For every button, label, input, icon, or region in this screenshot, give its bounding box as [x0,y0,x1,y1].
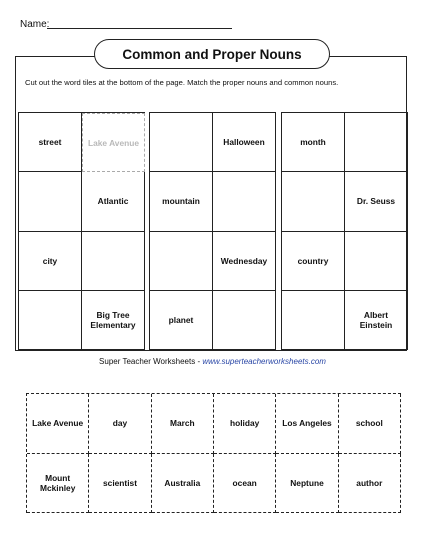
grid-cell[interactable]: planet [150,291,213,350]
grid-cell[interactable] [213,172,276,231]
name-line[interactable] [47,28,232,29]
grid-cell[interactable] [213,291,276,350]
grid-cell[interactable]: Wednesday [213,232,276,291]
grid-cell[interactable] [82,232,145,291]
grid-cell[interactable]: Lake Avenue [82,113,145,172]
word-tile[interactable]: March [152,394,214,454]
word-tile[interactable]: day [89,394,151,454]
grid-cell[interactable]: Halloween [213,113,276,172]
matching-grid-3 [281,112,408,350]
worksheet-title: Common and Proper Nouns [94,39,330,69]
grid-cell[interactable] [282,291,345,350]
grid-cell[interactable]: month [282,113,345,172]
word-tile[interactable]: holiday [214,394,276,454]
grid-cell[interactable]: mountain [150,172,213,231]
grid-cell[interactable]: Dr. Seuss [345,172,408,231]
word-tile[interactable]: ocean [214,454,276,514]
grid-cell[interactable]: Big Tree Elementary [82,291,145,350]
grid-cell[interactable]: street [19,113,82,172]
matching-grid-2 [149,112,276,350]
footer-credit [0,357,425,366]
grid-cell[interactable] [150,113,213,172]
name-label: Name: [20,19,50,30]
grid-cell[interactable] [282,172,345,231]
word-tile[interactable]: school [339,394,401,454]
word-tile[interactable]: author [339,454,401,514]
word-tile[interactable]: Los Angeles [276,394,338,454]
grid-cell[interactable]: country [282,232,345,291]
grid-cell[interactable] [345,113,408,172]
grid-cell[interactable]: Albert Einstein [345,291,408,350]
footer-brand: Super Teacher Worksheets - [99,357,203,366]
word-tile[interactable]: Australia [152,454,214,514]
matching-grid-1 [18,112,145,350]
word-tile[interactable]: Lake Avenue [27,394,89,454]
grid-cell[interactable] [150,232,213,291]
instructions-text: Cut out the word tiles at the bottom of the page. Match the proper nouns and common nouns. [25,78,339,87]
grid-cell[interactable] [345,232,408,291]
grid-cell[interactable] [19,291,82,350]
grid-cell[interactable]: city [19,232,82,291]
word-tile[interactable]: Neptune [276,454,338,514]
grid-cell[interactable] [19,172,82,231]
word-tiles [26,393,401,513]
grid-cell[interactable]: Atlantic [82,172,145,231]
footer-url-link[interactable]: www.superteacherworksheets.com [202,357,326,366]
word-tile[interactable]: scientist [89,454,151,514]
word-tile[interactable]: Mount Mckinley [27,454,89,514]
